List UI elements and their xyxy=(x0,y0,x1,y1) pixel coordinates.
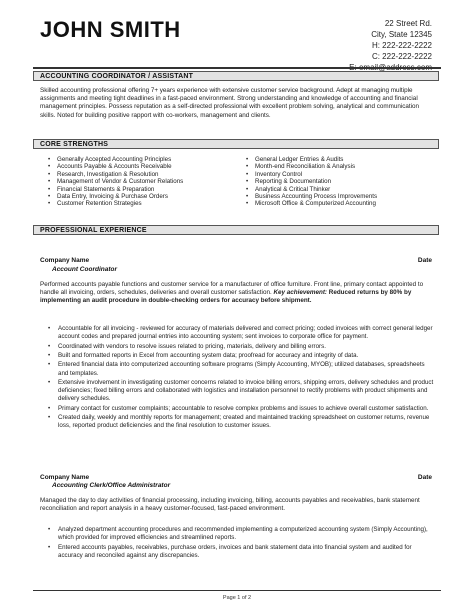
candidate-name: JOHN SMITH xyxy=(40,17,181,42)
page-number: Page 1 of 2 xyxy=(222,595,252,601)
job-summary xyxy=(40,281,432,306)
contact-info xyxy=(349,18,432,73)
job-responsibilities xyxy=(46,325,434,432)
strength-item: • General Ledger Entries & Audits xyxy=(246,156,377,163)
contact-home-phone: H: 222-222-2222 xyxy=(371,41,432,50)
list-item: • Coordinated with vendors to resolve issues related to pricing, materials, delivery and billing errors. xyxy=(46,343,434,351)
list-item: • Primary contact for customer complaints; accountable to resolve complex problems and issues to achieve overall customer satisfaction. xyxy=(46,405,434,413)
job-responsibilities xyxy=(46,526,434,561)
contact-cell-phone: C: 222-222-2222 xyxy=(371,52,432,61)
contact-address: 22 Street Rd. xyxy=(384,19,432,28)
list-item: • Extensive involvement in investigating customer concerns related to invoice billing errors, shipping errors, delivery schedules and product deficiencies; fixed billing errors and collaborated with logistics and installation personnel to rectify problems with product shipments and delivery schedules. xyxy=(46,379,434,404)
header-divider xyxy=(33,67,441,69)
job-date: Date xyxy=(417,257,432,264)
job-date: Date xyxy=(417,474,432,481)
list-item: • Analyzed department accounting procedures and recommended implementing a computerized accounting system (Simply Accounting), which provided for improved efficiencies and streamlined reports. xyxy=(46,526,434,542)
strength-item: • Financial Statements & Preparation xyxy=(48,186,183,193)
strength-item: • Microsoft Office & Computerized Accounting xyxy=(246,200,377,207)
job-company: Company Name xyxy=(40,257,90,264)
key-achievement-text: Reduced returns by 80% by implementing an audit procedure in double-checking orders for accuracy before shipment. xyxy=(40,289,412,305)
core-strengths-heading: CORE STRENGTHS xyxy=(33,139,439,149)
list-item: • Accountable for all invoicing - reviewed for accuracy of materials delivered and correct pricing; coded invoices with correct general ledger account codes and prepared journal entries into accounting system; sent invoices to corporate office for payment. xyxy=(46,325,434,341)
list-item: • Created daily, weekly and monthly reports for management; created and maintained tracking spreadsheet on customer returns, revenue loss, reported product deficiencies and the final resolution to customer issues. xyxy=(46,414,434,430)
contact-city: City, State 12345 xyxy=(371,30,432,39)
strength-item: • Management of Vendor & Customer Relations xyxy=(48,178,183,185)
strength-item: • Inventory Control xyxy=(246,171,377,178)
objective-heading: ACCOUNTING COORDINATOR / ASSISTANT xyxy=(33,71,439,81)
job-title: Account Coordinator xyxy=(52,266,117,273)
strengths-right-column xyxy=(246,156,377,208)
job-company: Company Name xyxy=(40,474,90,481)
strength-item: • Business Accounting Process Improvements xyxy=(246,193,377,200)
job-summary-text: Performed accounts payable functions and customer service for a manufacturer of office furniture. Front line, primary contact appointed to handle all invoicing, orders, schedules, deliveries and overall customer satisfaction. xyxy=(40,281,424,297)
strength-item: • Generally Accepted Accounting Principles xyxy=(48,156,183,163)
key-achievement-label: Key achievement: xyxy=(273,289,328,297)
strengths-left-column xyxy=(48,156,183,208)
strength-item: • Reporting & Documentation xyxy=(246,178,377,185)
strength-item: • Analytical & Critical Thinker xyxy=(246,186,377,193)
strength-item: • Customer Retention Strategies xyxy=(48,200,183,207)
list-item: • Built and formatted reports in Excel from accounting system data; proofread for accuracy and integrity of data. xyxy=(46,352,434,360)
strength-item: • Month-end Reconciliation & Analysis xyxy=(246,163,377,170)
strength-item: • Research, Investigation & Resolution xyxy=(48,171,183,178)
list-item: • Entered financial data into computerized accounting software programs (Simply Accounting, MYOB); utilized databases, spreadsheets and templates. xyxy=(46,361,434,377)
experience-heading: PROFESSIONAL EXPERIENCE xyxy=(33,225,439,235)
list-item: • Entered accounts payables, receivables, purchase orders, invoices and bank statement data into financial system and audited for accuracy and reconciled against any discrepancies. xyxy=(46,544,434,560)
job-summary: Managed the day to day activities of financial processing, including invoicing, billing, accounts payables and receivables, bank statement reconciliation and report analysis in a heavy customer-focused, fast-paced environment. xyxy=(40,497,420,513)
job-title: Accounting Clerk/Office Administrator xyxy=(52,482,171,489)
objective-summary: Skilled accounting professional offering 7+ years experience with extensive customer service background. Adept at managing multiple assignments and meeting tight deadlines in a fast-paced environment. Strong understanding and knowledge of accounting and financial management principles. Possess reputation as a self-directed professional with excellent problem solving, analytical and communication skills. Noted for building positive rapport with co-workers, management and clients. xyxy=(40,87,420,119)
strength-item: • Data Entry, Invoicing & Purchase Orders xyxy=(48,193,183,200)
footer-divider xyxy=(33,590,441,591)
strength-item: • Accounts Payable & Accounts Receivable xyxy=(48,163,183,170)
